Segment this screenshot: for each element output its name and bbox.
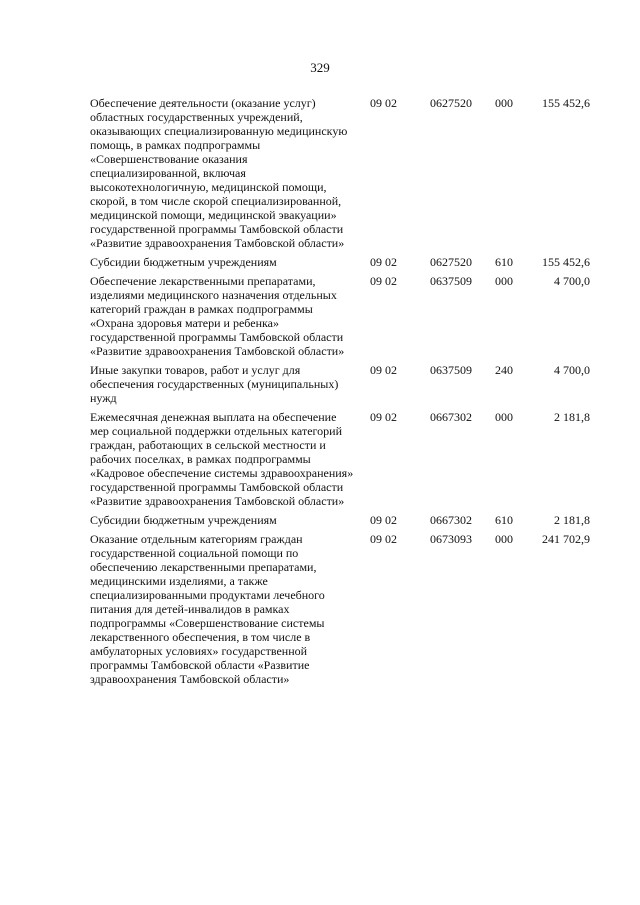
row-section: 09 02 [370,274,397,288]
budget-table [90,96,590,691]
row-target-code: 0627520 [430,96,472,110]
row-section: 09 02 [370,96,397,110]
table-row [90,410,590,508]
row-amount: 4 700,0 [554,274,590,288]
row-section: 09 02 [370,410,397,424]
row-target-code: 0667302 [430,513,472,527]
row-section: 09 02 [370,255,397,269]
table-row [90,96,590,250]
row-amount: 2 181,8 [554,513,590,527]
row-amount: 155 452,6 [542,96,590,110]
row-expense-type: 610 [495,255,513,269]
row-amount: 155 452,6 [542,255,590,269]
table-row [90,513,590,527]
row-section: 09 02 [370,532,397,546]
row-target-code: 0637509 [430,363,472,377]
row-section: 09 02 [370,363,397,377]
row-expense-type: 000 [495,410,513,424]
page-number: 329 [310,60,330,75]
row-description: Субсидии бюджетным учреждениям [90,255,277,269]
row-section: 09 02 [370,513,397,527]
table-row [90,255,590,269]
table-row [90,274,590,358]
table-row [90,363,590,405]
row-target-code: 0667302 [430,410,472,424]
row-description: Иные закупки товаров, работ и услуг для обеспечения государственных (муниципальных) нужд [90,363,339,405]
row-amount: 241 702,9 [542,532,590,546]
row-target-code: 0673093 [430,532,472,546]
row-description: Обеспечение деятельности (оказание услуг) областных государственных учреждений, оказывающих специализированную медицинскую помощь, в рамках подпрограммы «Совершенствование оказания специализированной, включая высокотехнологичную, медицинской помощи, скорой, в том числе скорой специализированной, медицинской помощи, медицинской эвакуации» государственной программы Тамбовской области «Развитие здравоохранения Тамбовской области» [90,96,348,250]
row-amount: 4 700,0 [554,363,590,377]
row-expense-type: 000 [495,96,513,110]
row-target-code: 0627520 [430,255,472,269]
row-description: Обеспечение лекарственными препаратами, изделиями медицинского назначения отдельных категорий граждан в рамках подпрограммы «Охрана здоровья матери и ребенка» государственной программы Тамбовской области «Развитие здравоохранения Тамбовской области» [90,274,345,358]
row-target-code: 0637509 [430,274,472,288]
row-description: Ежемесячная денежная выплата на обеспечение мер социальной поддержки отдельных категорий граждан, работающих в сельской местности и рабочих поселках, в рамках подпрограммы «Кадровое обеспечение системы здравоохранения» государственной программы Тамбовской области «Развитие здравоохранения Тамбовской области» [90,410,354,508]
row-expense-type: 000 [495,274,513,288]
row-expense-type: 240 [495,363,513,377]
row-amount: 2 181,8 [554,410,590,424]
row-expense-type: 610 [495,513,513,527]
row-expense-type: 000 [495,532,513,546]
row-description: Оказание отдельным категориям граждан государственной социальной помощи по обеспечению лекарственными препаратами, медицинскими изделиями, а также специализированными продуктами лечебного питания для детей-инвалидов в рамках подпрограммы «Совершенствование системы лекарственного обеспечения, в том числе в амбулаторных условиях» государственной программы Тамбовской области «Развитие здравоохранения Тамбовской области» [90,532,325,686]
row-description: Субсидии бюджетным учреждениям [90,513,277,527]
table-row [90,532,590,686]
